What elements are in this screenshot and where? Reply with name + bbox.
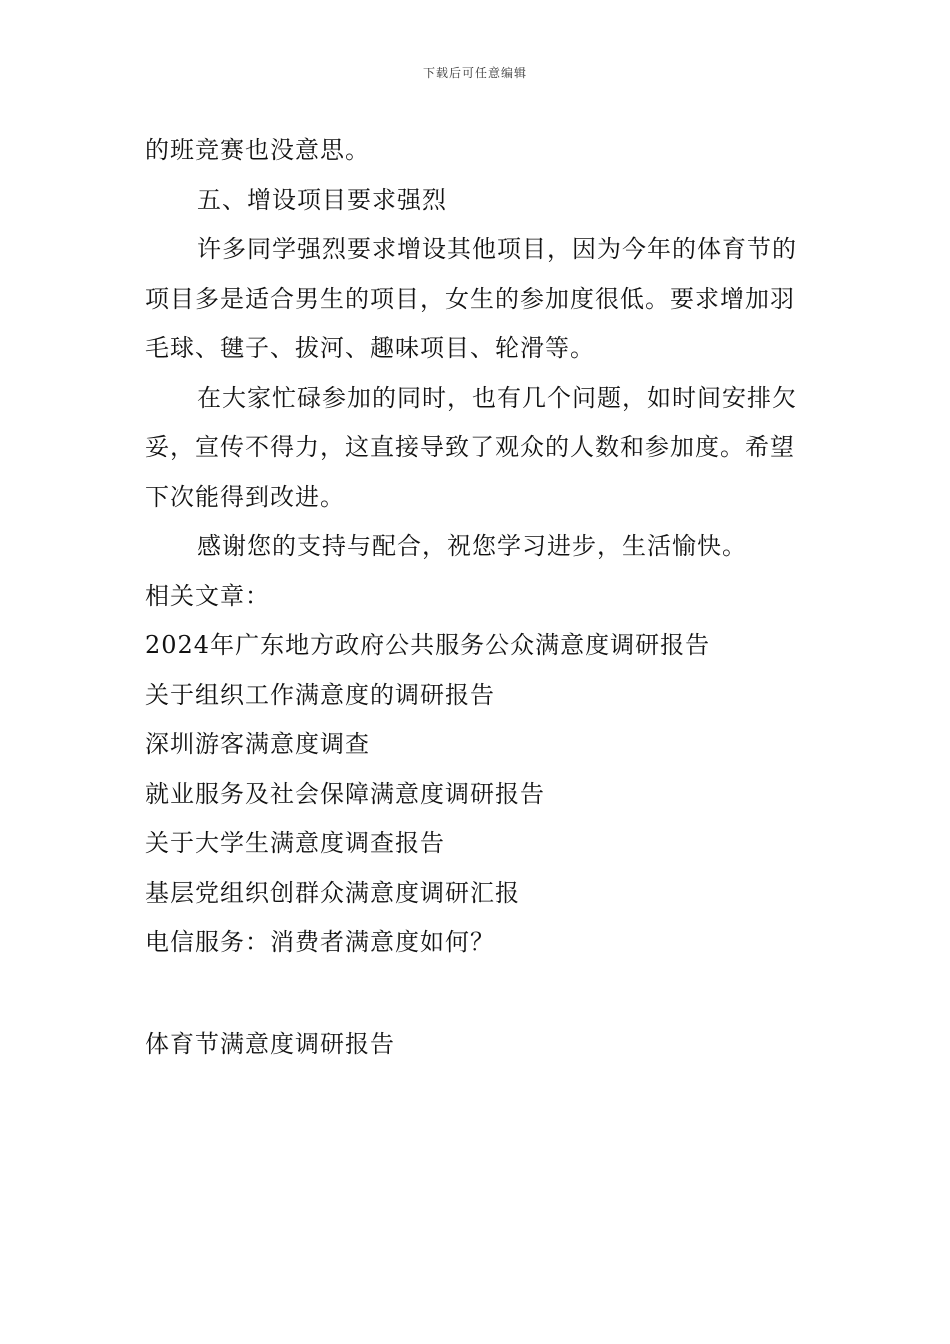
- list-item: [145, 621, 810, 671]
- related-article-link[interactable]: 电信服务：消费者满意度如何？: [145, 928, 495, 956]
- related-articles-title: 相关文章：: [145, 581, 270, 610]
- paragraph-continuation: 的班竞赛也没意思。: [145, 136, 370, 164]
- paragraph: 许多同学强烈要求增设其他项目，因为今年的体育节的项目多是适合男生的项目，女生的参加度很低。要求增加羽毛球、毽子、拔河、趣味项目、轮滑等。: [145, 235, 797, 362]
- related-article-link[interactable]: 深圳游客满意度调查: [145, 730, 370, 758]
- list-item: [145, 918, 810, 968]
- document-title: 体育节满意度调研报告: [145, 1030, 395, 1058]
- paragraph: 在大家忙碌参加的同时，也有几个问题，如时间安排欠妥，宣传不得力，这直接导致了观众的人数和参加度。希望下次能得到改进。: [145, 383, 797, 511]
- list-item: [145, 671, 810, 721]
- related-article-link[interactable]: 关于组织工作满意度的调研报告: [145, 680, 495, 709]
- body-text: [145, 126, 810, 968]
- list-item: [145, 869, 810, 919]
- page-header: 下载后可任意编辑: [422, 66, 527, 80]
- related-article-link[interactable]: 基层党组织创群众满意度调研汇报: [145, 878, 520, 907]
- related-articles-list: [145, 621, 810, 968]
- list-item: [145, 819, 810, 869]
- paragraph-closing: 感谢您的支持与配合，祝您学习进步，生活愉快。: [197, 532, 747, 560]
- list-item: [145, 770, 810, 820]
- related-article-link[interactable]: 2024年广东地方政府公共服务公众满意度调研报告: [145, 631, 711, 659]
- related-article-link[interactable]: 关于大学生满意度调查报告: [145, 829, 445, 857]
- list-item: [145, 720, 810, 770]
- related-article-link[interactable]: 就业服务及社会保障满意度调研报告: [145, 779, 545, 808]
- section-heading: 五、增设项目要求强烈: [197, 185, 447, 214]
